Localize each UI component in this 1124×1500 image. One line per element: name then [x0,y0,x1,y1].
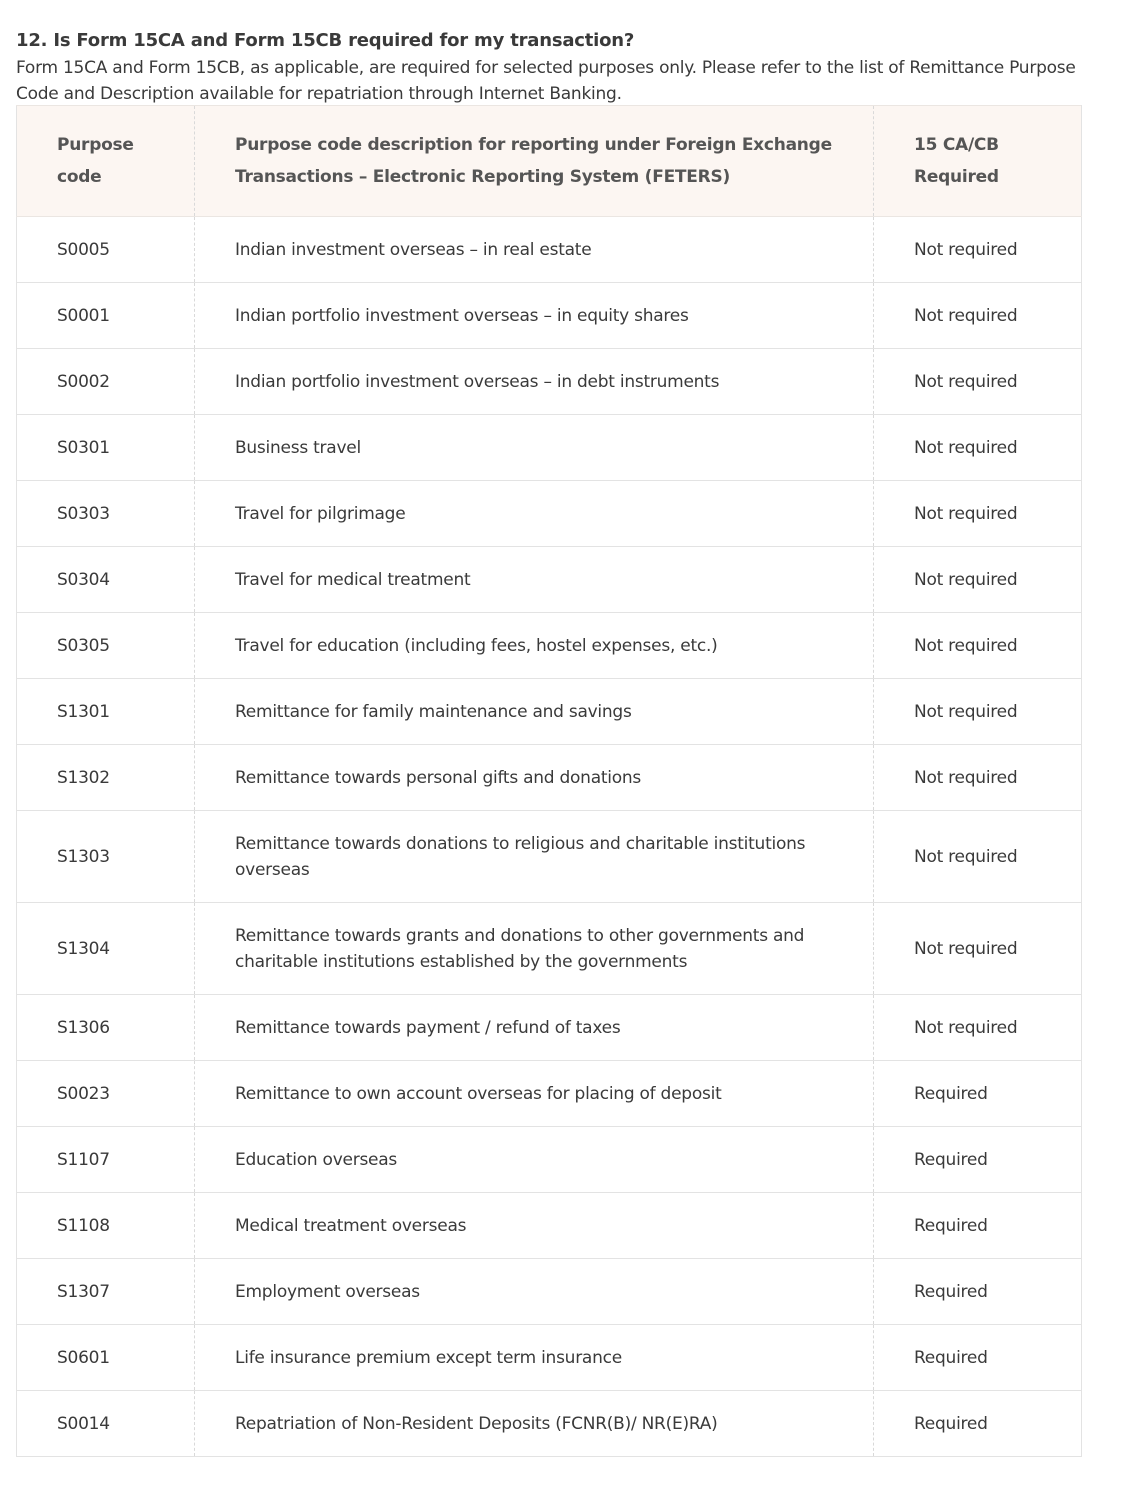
purpose-description: Remittance towards donations to religious and charitable institutions overseas [195,811,874,903]
purpose-code: S1301 [17,679,195,745]
form-requirement: Not required [874,283,1082,349]
table-row [17,745,1082,811]
form-requirement: Required [874,1127,1082,1193]
purpose-code: S0002 [17,349,195,415]
form-requirement: Not required [874,481,1082,547]
faq-item [16,29,1096,107]
table-row [17,349,1082,415]
form-requirement: Required [874,1061,1082,1127]
faq-question: 12. Is Form 15CA and Form 15CB required for my transaction? [16,30,635,51]
form-requirement: Required [874,1259,1082,1325]
table-header [17,106,1082,217]
purpose-code: S0023 [17,1061,195,1127]
table-row [17,547,1082,613]
purpose-code: S0005 [17,217,195,283]
purpose-code: S0304 [17,547,195,613]
table-row [17,1325,1082,1391]
table-row [17,679,1082,745]
table-row [17,903,1082,995]
form-requirement: Required [874,1391,1082,1457]
purpose-description: Life insurance premium except term insurance [195,1325,874,1391]
purpose-description: Business travel [195,415,874,481]
header-row [17,106,1082,217]
table-row [17,283,1082,349]
table-row [17,415,1082,481]
purpose-code: S1108 [17,1193,195,1259]
table-row [17,217,1082,283]
form-requirement: Not required [874,903,1082,995]
header-description-line1: Purpose code description for reporting under Foreign Exchange [235,135,832,155]
purpose-description: Repatriation of Non-Resident Deposits (FCNR(B)/ NR(E)RA) [195,1391,874,1457]
purpose-description: Remittance to own account overseas for placing of deposit [195,1061,874,1127]
purpose-code: S0301 [17,415,195,481]
purpose-description: Indian portfolio investment overseas – in debt instruments [195,349,874,415]
form-requirement: Not required [874,217,1082,283]
purpose-code: S1107 [17,1127,195,1193]
form-requirement: Not required [874,745,1082,811]
table-row [17,811,1082,903]
purpose-code-table [16,105,1082,1457]
header-purpose-code-line2: code [57,167,102,187]
form-requirement: Not required [874,547,1082,613]
form-requirement: Not required [874,811,1082,903]
purpose-description: Indian investment overseas – in real estate [195,217,874,283]
header-description [195,106,874,217]
header-purpose-code [17,106,195,217]
purpose-description: Travel for medical treatment [195,547,874,613]
faq-answer: Form 15CA and Form 15CB, as applicable, are required for selected purposes only. Please refer to the list of Remittance Purpose Code and Description available for repatriation through Internet Banking. [16,58,1076,104]
purpose-description: Remittance for family maintenance and savings [195,679,874,745]
purpose-code: S0303 [17,481,195,547]
form-requirement: Required [874,1193,1082,1259]
purpose-description: Medical treatment overseas [195,1193,874,1259]
header-description-line2: Transactions – Electronic Reporting System (FETERS) [235,167,730,187]
purpose-code: S1303 [17,811,195,903]
purpose-code: S0001 [17,283,195,349]
purpose-description: Education overseas [195,1127,874,1193]
form-requirement: Not required [874,613,1082,679]
table-row [17,1061,1082,1127]
purpose-code: S1304 [17,903,195,995]
table-row [17,481,1082,547]
purpose-code: S0601 [17,1325,195,1391]
purpose-code: S1302 [17,745,195,811]
purpose-description: Indian portfolio investment overseas – in equity shares [195,283,874,349]
header-purpose-code-line1: Purpose [57,135,134,155]
table-row [17,1193,1082,1259]
header-required [874,106,1082,217]
form-requirement: Not required [874,995,1082,1061]
purpose-description: Remittance towards payment / refund of taxes [195,995,874,1061]
table-row [17,613,1082,679]
form-requirement: Not required [874,679,1082,745]
purpose-code: S0305 [17,613,195,679]
table-body [17,217,1082,1457]
header-required-line1: 15 CA/CB [914,135,999,155]
form-requirement: Not required [874,415,1082,481]
table-row [17,995,1082,1061]
purpose-code: S0014 [17,1391,195,1457]
table-row [17,1391,1082,1457]
form-requirement: Not required [874,349,1082,415]
table-row [17,1127,1082,1193]
purpose-description: Travel for education (including fees, hostel expenses, etc.) [195,613,874,679]
purpose-description: Remittance towards grants and donations to other governments and charitable institutions established by the governments [195,903,874,995]
header-required-line2: Required [914,167,999,187]
form-requirement: Required [874,1325,1082,1391]
purpose-code: S1306 [17,995,195,1061]
purpose-description: Remittance towards personal gifts and donations [195,745,874,811]
table-row [17,1259,1082,1325]
purpose-code: S1307 [17,1259,195,1325]
purpose-description: Travel for pilgrimage [195,481,874,547]
purpose-description: Employment overseas [195,1259,874,1325]
